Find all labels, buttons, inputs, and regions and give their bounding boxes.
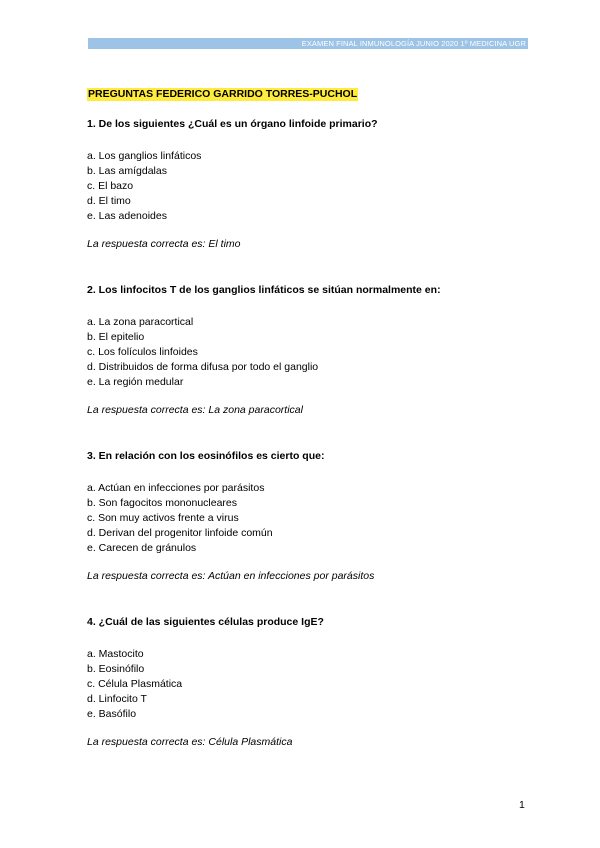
answer-text: La respuesta correcta es: Célula Plasmática	[87, 736, 293, 748]
option-item: d. Distribuidos de forma difusa por todo el ganglio	[87, 361, 319, 373]
question-block-1	[87, 118, 547, 251]
option-item: e. Las adenoides	[87, 210, 167, 222]
option-item: c. El bazo	[87, 180, 134, 192]
option-item: d. Derivan del progenitor linfoide común	[87, 527, 273, 539]
options-list	[87, 149, 547, 224]
option-item: e. Basófilo	[87, 708, 137, 720]
option-item: d. El timo	[87, 195, 131, 207]
option-item: c. Célula Plasmática	[87, 678, 183, 690]
question-text: 2. Los linfocitos T de los ganglios linfáticos se sitúan normalmente en:	[87, 284, 441, 296]
option-item: a. Los ganglios linfáticos	[87, 150, 202, 162]
option-item: a. Mastocito	[87, 648, 144, 660]
answer-text: La respuesta correcta es: La zona paracortical	[87, 404, 303, 416]
header-bar	[88, 38, 528, 49]
option-item: a. Actúan en infecciones por parásitos	[87, 482, 265, 494]
option-item: a. La zona paracortical	[87, 316, 194, 328]
option-item: c. Son muy activos frente a virus	[87, 512, 239, 524]
question-text: 4. ¿Cuál de las siguientes células produce IgE?	[87, 616, 324, 628]
option-item: b. Eosinófilo	[87, 663, 145, 675]
option-item: e. La región medular	[87, 376, 184, 388]
question-block-3	[87, 450, 547, 583]
option-item: b. Las amígdalas	[87, 165, 167, 177]
options-list	[87, 315, 547, 390]
question-block-2	[87, 284, 547, 417]
option-item: b. Son fagocitos mononucleares	[87, 497, 238, 509]
question-text: 1. De los siguientes ¿Cuál es un órgano linfoide primario?	[87, 118, 378, 130]
option-item: d. Linfocito T	[87, 693, 147, 705]
options-list	[87, 647, 547, 722]
answer-text: La respuesta correcta es: El timo	[87, 238, 241, 250]
page-title: PREGUNTAS FEDERICO GARRIDO TORRES-PUCHOL	[88, 88, 358, 100]
question-block-4	[87, 616, 547, 749]
header-text: EXAMEN FINAL INMUNOLOGÍA JUNIO 2020 1º MEDICINA UGR	[301, 39, 526, 48]
option-item: b. El epitelio	[87, 331, 145, 343]
options-list	[87, 481, 547, 556]
page-number: 1	[519, 799, 525, 811]
question-text: 3. En relación con los eosinófilos es cierto que:	[87, 450, 325, 462]
option-item: e. Carecen de gránulos	[87, 542, 197, 554]
option-item: c. Los folículos linfoides	[87, 346, 198, 358]
answer-text: La respuesta correcta es: Actúan en infecciones por parásitos	[87, 570, 375, 582]
